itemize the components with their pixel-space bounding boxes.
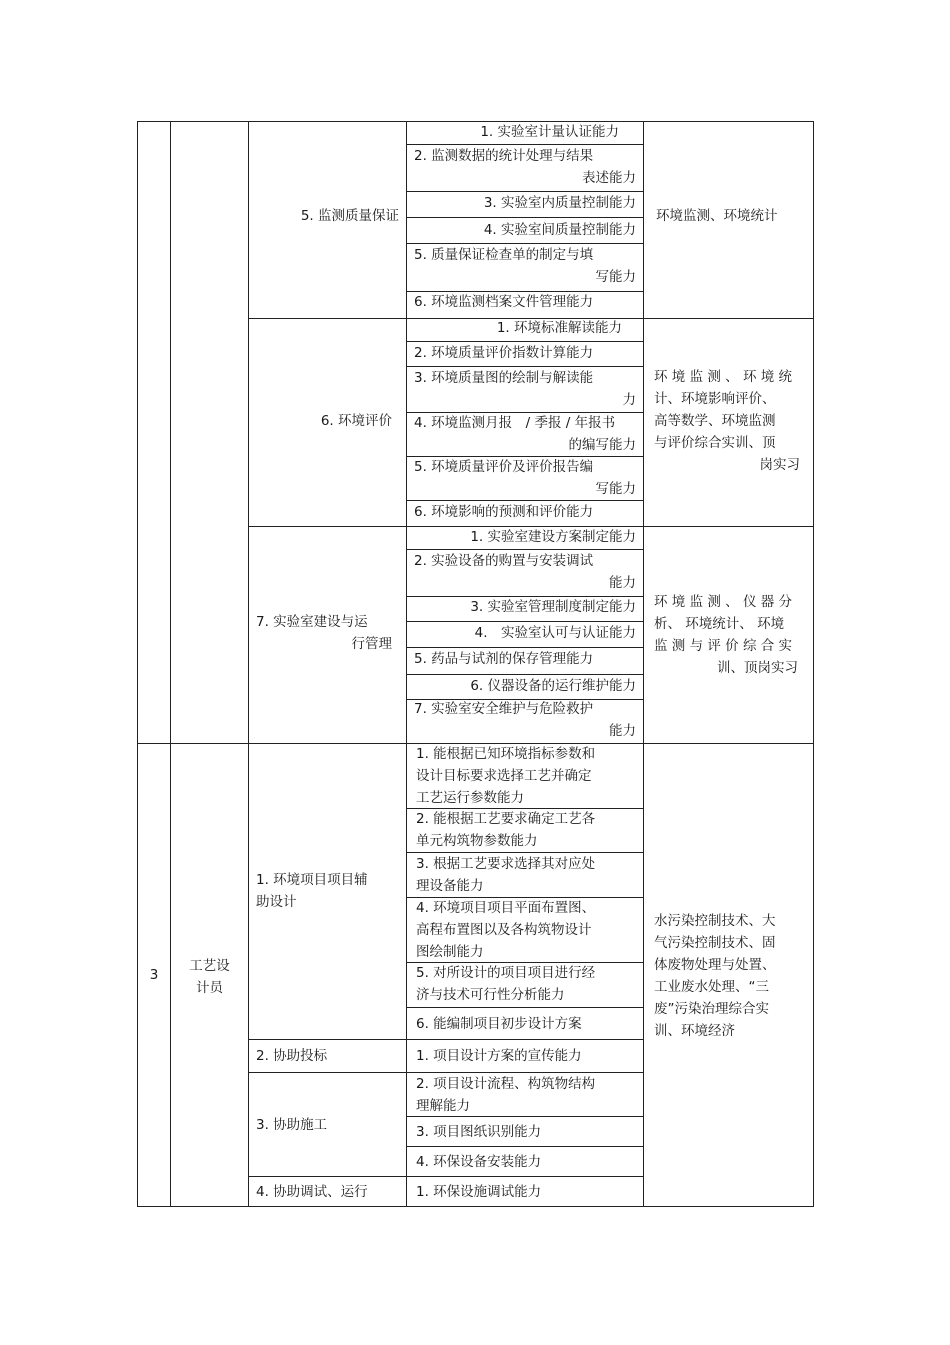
ability-line: 高程布置图以及各构筑物设计 [416, 922, 592, 938]
ability-line: 写能力 [595, 269, 636, 285]
ability-cell [414, 456, 636, 500]
course-cell [654, 591, 806, 679]
ability-line: 能力 [609, 575, 636, 591]
ability-line: 理解能力 [416, 1098, 470, 1114]
ability-line: 4. 环境项目项目平面布置图、 [416, 900, 596, 916]
position-cell [171, 955, 248, 999]
ability-cell [414, 291, 636, 313]
ability-cell [414, 675, 636, 697]
ability-cell [414, 648, 636, 670]
ability-line: 3. 实验室管理制度制定能力 [470, 599, 636, 615]
ability-line: 4. 实验室间质量控制能力 [483, 222, 636, 238]
ability-line: 5. 环境质量评价及评价报告编 [414, 459, 594, 475]
position-line: 计员 [196, 980, 223, 996]
task-title-line: 3. 协助施工 [256, 1117, 328, 1133]
course-line: 体废物处理与处置、 [654, 957, 776, 973]
course-line: 废”污染治理综合实 [654, 1001, 769, 1017]
course-line: 计、环境影响评价、 [654, 391, 776, 407]
task-title [256, 1045, 396, 1067]
ability-cell [414, 622, 636, 644]
ability-line: 5. 对所设计的项目项目进行经 [416, 965, 596, 981]
ability-line: 3. 环境质量图的绘制与解读能 [414, 370, 594, 386]
course-line: 水污染控制技术、大 [654, 913, 776, 929]
ability-cell [416, 897, 638, 963]
ability-line: 3. 根据工艺要求选择其对应处 [416, 856, 596, 872]
ability-line: 2. 能根据工艺要求确定工艺各 [416, 811, 596, 827]
course-line: 高等数学、环境监测 [654, 413, 776, 429]
course-line: 环 境 监 测 、 仪 器 分 [654, 594, 793, 610]
ability-cell [414, 317, 636, 339]
ability-line: 1. 项目设计方案的宣传能力 [416, 1048, 582, 1064]
ability-line: 5. 药品与试剂的保存管理能力 [414, 651, 594, 667]
ability-cell [414, 501, 636, 523]
ability-cell [416, 962, 638, 1006]
ability-line: 2. 监测数据的统计处理与结果 [414, 148, 594, 164]
ability-line: 图绘制能力 [416, 944, 484, 960]
ability-line: 1. 实验室计量认证能力 [480, 124, 619, 140]
ability-line: 表述能力 [582, 170, 636, 186]
course-line: 气污染控制技术、固 [654, 935, 776, 951]
ability-cell [416, 1121, 638, 1143]
ability-line: 3. 实验室内质量控制能力 [483, 195, 636, 211]
task-title [256, 869, 396, 913]
course-line: 监 测 与 评 价 综 合 实 [654, 638, 793, 654]
ability-line: 5. 质量保证检查单的制定与填 [414, 247, 594, 263]
course-line: 环境监测、环境统计 [656, 208, 778, 224]
ability-cell [414, 342, 636, 364]
task-title [256, 1181, 396, 1203]
ability-cell [414, 219, 636, 241]
ability-cell [416, 1013, 638, 1035]
position-line: 工艺设 [189, 958, 230, 974]
ability-cell [416, 743, 638, 809]
ability-cell [414, 412, 636, 456]
row-number: 3 [149, 967, 159, 983]
ability-line: 2. 环境质量评价指数计算能力 [414, 345, 594, 361]
task-title-line: 2. 协助投标 [256, 1048, 328, 1064]
ability-line: 写能力 [595, 481, 636, 497]
course-line: 与评价综合实训、顶 [654, 435, 776, 451]
task-title-line: 助设计 [256, 894, 297, 910]
ability-line: 理设备能力 [416, 878, 484, 894]
ability-cell [416, 1151, 638, 1173]
ability-cell [416, 808, 638, 852]
ability-cell [414, 698, 636, 742]
ability-cell [414, 526, 636, 548]
task-title [249, 205, 399, 227]
course-line: 析、 环境统计、 环境 [654, 616, 785, 632]
course-cell [656, 205, 806, 227]
course-line: 岗实习 [759, 457, 800, 473]
ability-cell [414, 244, 636, 288]
ability-line: 力 [622, 392, 636, 408]
course-line: 工业废水处理、“三 [654, 979, 769, 995]
ability-line: 2. 实验设备的购置与安装调试 [414, 553, 594, 569]
ability-line: 4. 环境监测月报 / 季报 / 年报书 [414, 415, 616, 431]
ability-cell [414, 367, 636, 411]
ability-line: 6. 环境监测档案文件管理能力 [414, 294, 594, 310]
ability-line: 1. 实验室建设方案制定能力 [470, 529, 636, 545]
ability-line: 7. 实验室安全维护与危险救护 [414, 701, 594, 717]
course-line: 训、顶岗实习 [717, 660, 798, 676]
ability-cell [414, 192, 636, 214]
ability-cell [414, 596, 636, 618]
course-line: 环 境 监 测 、 环 境 统 [654, 369, 793, 385]
ability-line: 2. 项目设计流程、构筑物结构 [416, 1076, 596, 1092]
ability-cell [416, 1045, 638, 1067]
ability-cell [416, 853, 638, 897]
task-title [256, 611, 392, 655]
ability-cell [414, 145, 636, 189]
ability-line: 6. 环境影响的预测和评价能力 [414, 504, 594, 520]
ability-line: 能力 [609, 723, 636, 739]
ability-line: 6. 能编制项目初步设计方案 [416, 1016, 582, 1032]
ability-line: 单元构筑物参数能力 [416, 833, 538, 849]
task-title-line: 4. 协助调试、运行 [256, 1184, 368, 1200]
ability-cell [414, 121, 636, 143]
ability-line: 1. 环保设施调试能力 [416, 1184, 542, 1200]
course-cell [654, 366, 806, 476]
task-title-line: 1. 环境项目项目辅 [256, 872, 368, 888]
task-title-line: 6. 环境评价 [320, 413, 392, 429]
ability-line: 的编写能力 [568, 437, 636, 453]
task-title-line: 5. 监测质量保证 [300, 208, 399, 224]
ability-line: 1. 环境标准解读能力 [496, 320, 622, 336]
task-title [249, 410, 392, 432]
task-title-line: 7. 实验室建设与运 [256, 614, 368, 630]
ability-line: 1. 能根据已知环境指标参数和 [416, 746, 596, 762]
ability-cell [416, 1181, 638, 1203]
task-title-line: 行管理 [351, 636, 392, 652]
ability-line: 工艺运行参数能力 [416, 790, 524, 806]
ability-line: 设计目标要求选择工艺并确定 [416, 768, 592, 784]
ability-line: 3. 项目图纸识别能力 [416, 1124, 542, 1140]
task-title [256, 1114, 396, 1136]
ability-line: 济与技术可行性分析能力 [416, 987, 565, 1003]
ability-line: 6. 仪器设备的运行维护能力 [470, 678, 636, 694]
ability-line: 4. 实验室认可与认证能力 [474, 625, 636, 641]
course-cell [654, 910, 806, 1042]
ability-line: 4. 环保设备安装能力 [416, 1154, 542, 1170]
ability-cell [414, 550, 636, 594]
course-line: 训、环境经济 [654, 1023, 735, 1039]
ability-cell [416, 1073, 638, 1117]
